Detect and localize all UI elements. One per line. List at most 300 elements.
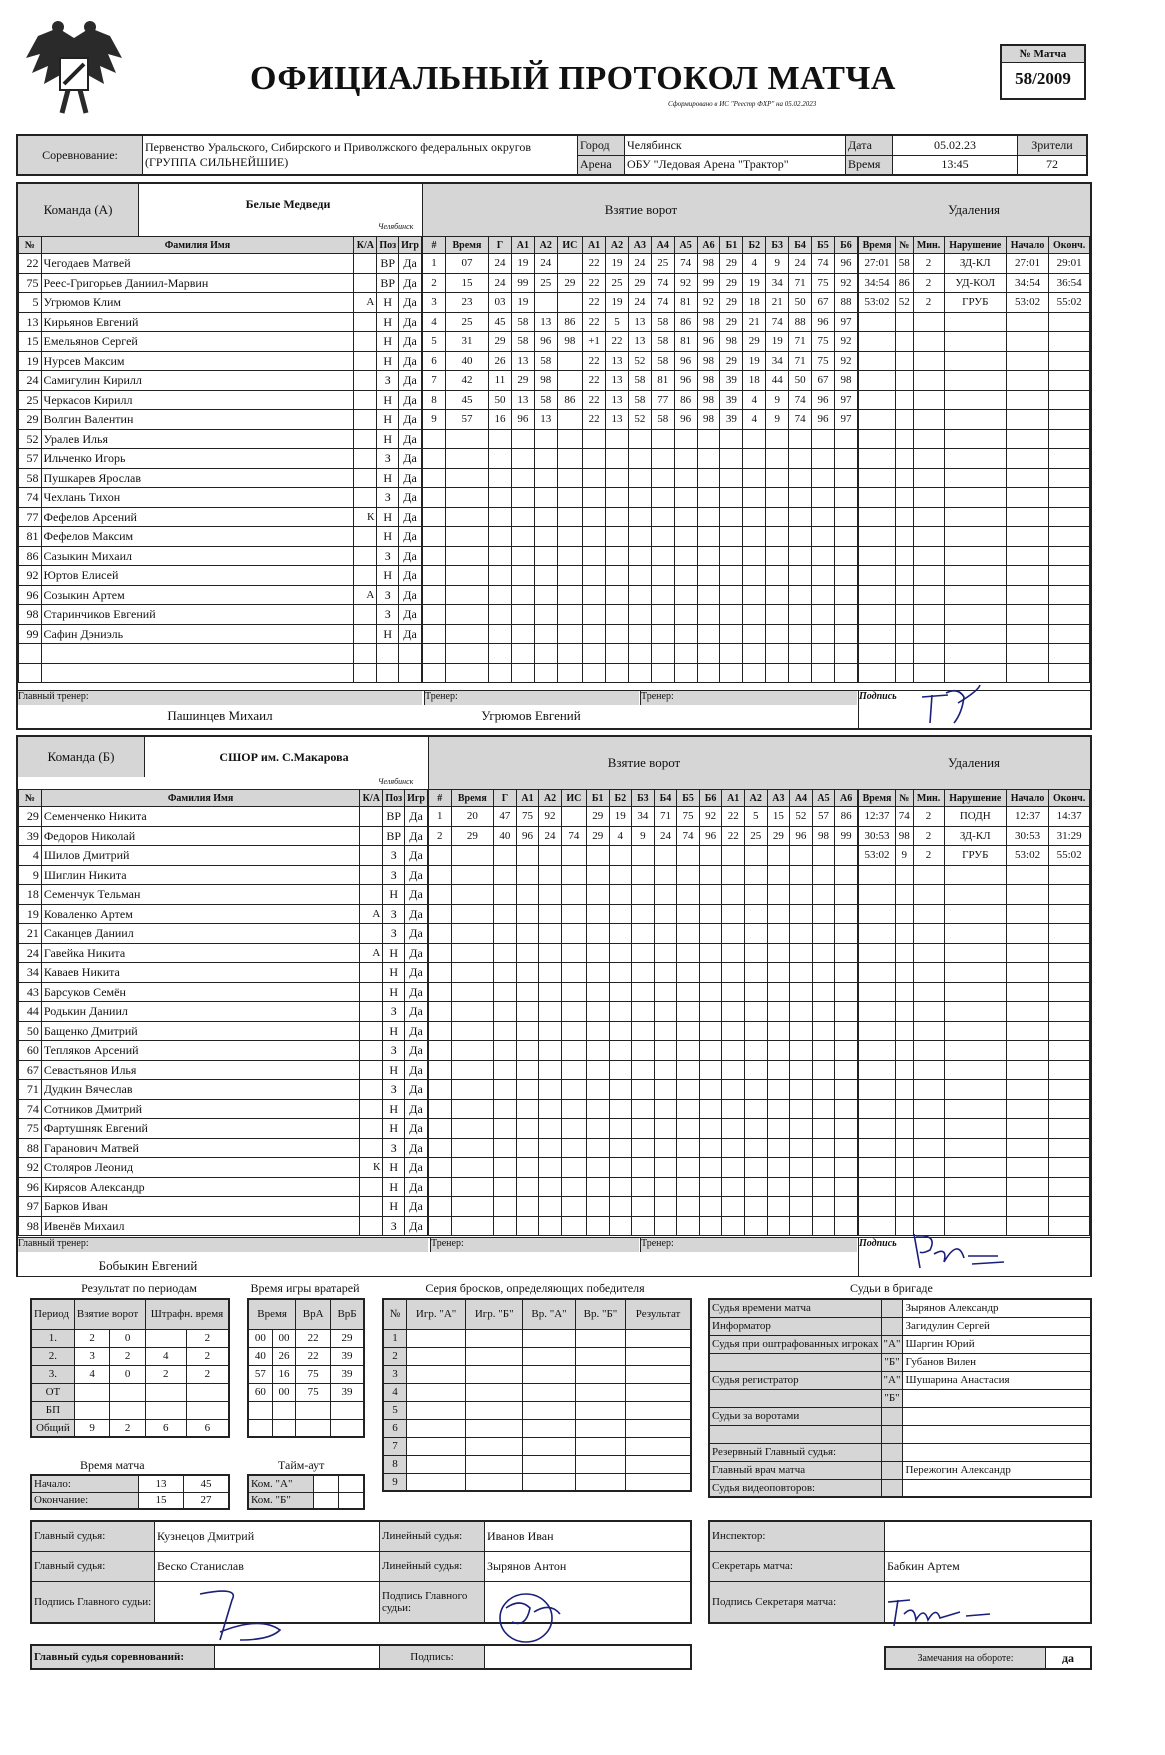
col-pos: Поз <box>383 790 405 807</box>
goal-cell: 21 <box>766 293 789 313</box>
player-role <box>354 527 377 547</box>
goal-cell <box>429 1060 452 1080</box>
goal-cell: 40 <box>445 351 488 371</box>
player-played <box>399 644 422 664</box>
goal-cell <box>586 1158 609 1178</box>
penalty-cell <box>1006 644 1048 664</box>
team-a-city: Челябинск <box>378 222 414 231</box>
goal-cell <box>743 566 766 586</box>
shootout-cell <box>575 1365 625 1383</box>
penalty-cell <box>859 904 896 924</box>
goals-col-header: А2 <box>744 790 767 807</box>
penalty-cell: 86 <box>896 273 913 293</box>
goal-cell <box>586 1197 609 1217</box>
penalty-col-header: Начало <box>1006 237 1048 254</box>
goal-cell <box>516 1158 539 1178</box>
goal-cell: 58 <box>534 351 557 371</box>
player-role <box>354 624 377 644</box>
goal-cell <box>677 1138 700 1158</box>
main-referee-2: Веско Станислав <box>155 1551 380 1581</box>
goalie-cell: 39 <box>331 1383 364 1401</box>
player-row <box>19 644 422 664</box>
goals-col-header: Б2 <box>743 237 766 254</box>
official-tag <box>881 1317 903 1335</box>
goal-row <box>423 332 858 352</box>
goal-cell <box>767 904 790 924</box>
goal-cell <box>654 1197 677 1217</box>
penalty-cell: 14:37 <box>1049 807 1090 827</box>
penalty-cell <box>1006 546 1048 566</box>
goal-cell <box>451 1177 494 1197</box>
goal-cell <box>632 1216 655 1236</box>
penalty-cell <box>859 1158 896 1178</box>
player-name: Барсуков Семён <box>41 982 360 1002</box>
goal-cell <box>516 1080 539 1100</box>
goal-cell <box>812 943 835 963</box>
penalty-cell <box>896 429 913 449</box>
goals-col-header: А1 <box>583 237 606 254</box>
goalie-cell <box>248 1401 272 1419</box>
shootout-number: 2 <box>383 1347 407 1365</box>
goal-cell <box>628 566 651 586</box>
goal-cell <box>534 468 557 488</box>
goal-cell: 25 <box>445 312 488 332</box>
official-role <box>709 1389 881 1407</box>
goal-cell <box>511 468 534 488</box>
player-role <box>360 1119 383 1139</box>
penalty-cell <box>859 429 896 449</box>
penalty-cell <box>1049 605 1090 625</box>
goal-cell <box>429 1021 452 1041</box>
goal-cell <box>744 1119 767 1139</box>
goal-cell <box>834 527 857 547</box>
goal-cell <box>534 644 557 664</box>
goal-row <box>423 429 858 449</box>
goal-cell <box>539 1158 562 1178</box>
goal-cell <box>699 1177 722 1197</box>
goal-row <box>423 585 858 605</box>
shootout-cell <box>575 1401 625 1419</box>
period-cell: 2 <box>186 1365 229 1383</box>
shootout-row <box>383 1365 691 1383</box>
goal-cell <box>606 507 629 527</box>
penalty-row <box>859 1080 1090 1100</box>
penalty-cell <box>1049 1119 1090 1139</box>
goal-cell: 1 <box>423 254 446 274</box>
player-position: З <box>383 1002 405 1022</box>
shootout-row <box>383 1455 691 1473</box>
penalty-col-header: Оконч. <box>1049 237 1090 254</box>
goal-cell <box>423 585 446 605</box>
goal-cell <box>445 527 488 547</box>
goal-cell <box>489 624 512 644</box>
goal-cell <box>606 468 629 488</box>
goal-cell: 81 <box>674 332 697 352</box>
main-signature-label-2: Подпись Главного судьи: <box>380 1581 485 1623</box>
shootout-cell <box>626 1419 691 1437</box>
goal-cell <box>654 904 677 924</box>
goal-cell: 96 <box>534 332 557 352</box>
player-position: З <box>383 1138 405 1158</box>
goal-cell <box>539 865 562 885</box>
goal-cell: 97 <box>834 410 857 430</box>
player-position: З <box>377 605 399 625</box>
goal-cell <box>812 1197 835 1217</box>
penalty-row <box>859 449 1090 469</box>
penalty-cell: 30:53 <box>1006 826 1048 846</box>
goalie-cell: 75 <box>296 1365 331 1383</box>
player-name: Ильченко Игорь <box>41 449 354 469</box>
arena-value: ОБУ "Ледовая Арена "Трактор" <box>625 155 846 175</box>
penalty-cell <box>944 605 1006 625</box>
goal-cell <box>423 566 446 586</box>
penalty-cell <box>1006 1177 1048 1197</box>
goal-cell <box>790 1216 813 1236</box>
periods-table <box>30 1298 230 1438</box>
player-position: ВР <box>377 273 399 293</box>
goalie-cell: 40 <box>248 1347 272 1365</box>
penalty-row <box>859 507 1090 527</box>
player-position: Н <box>383 1158 405 1178</box>
goal-cell <box>586 865 609 885</box>
player-played: Да <box>399 585 422 605</box>
goal-row <box>423 273 858 293</box>
shootout-cell <box>523 1473 576 1491</box>
goal-cell <box>534 605 557 625</box>
penalty-cell <box>1049 1099 1090 1119</box>
start-hours: 13 <box>139 1475 184 1492</box>
goal-cell: 98 <box>697 351 720 371</box>
main-referee-1: Кузнецов Дмитрий <box>155 1521 380 1551</box>
goal-cell: 42 <box>445 371 488 391</box>
col-num: № <box>19 237 42 254</box>
goal-cell <box>720 488 743 508</box>
penalty-cell <box>859 1197 896 1217</box>
col-pos: Поз <box>377 237 399 254</box>
goal-cell: 71 <box>789 273 812 293</box>
goal-cell <box>451 1138 494 1158</box>
goal-cell <box>516 1002 539 1022</box>
goal-cell: 18 <box>743 371 766 391</box>
goal-cell <box>743 546 766 566</box>
penalty-cell <box>944 1197 1006 1217</box>
goal-cell: 71 <box>789 351 812 371</box>
player-row <box>19 1099 428 1119</box>
goal-row <box>429 1060 858 1080</box>
player-position: Н <box>377 351 399 371</box>
goal-cell <box>744 885 767 905</box>
goal-cell <box>812 1216 835 1236</box>
penalty-cell <box>913 963 944 983</box>
goal-cell <box>767 846 790 866</box>
goal-cell <box>561 1080 586 1100</box>
shootout-cell <box>575 1437 625 1455</box>
player-row <box>19 846 428 866</box>
goal-cell <box>743 624 766 644</box>
goals-col-header: А1 <box>516 790 539 807</box>
goal-cell <box>511 624 534 644</box>
shootout-number: 1 <box>383 1329 407 1347</box>
official-role: Судьи за воротами <box>709 1407 881 1425</box>
official-name <box>903 1389 1091 1407</box>
player-row <box>19 865 428 885</box>
goal-cell <box>557 254 582 274</box>
penalty-cell <box>913 332 944 352</box>
goal-cell: 34 <box>766 351 789 371</box>
penalty-cell <box>1049 410 1090 430</box>
penalty-cell <box>1006 865 1048 885</box>
goal-cell <box>534 585 557 605</box>
player-number: 18 <box>19 885 42 905</box>
team-a-head-coach-label: Главный тренер: <box>18 691 422 705</box>
goal-cell <box>766 585 789 605</box>
goal-cell <box>722 1158 745 1178</box>
team-a-roster <box>18 236 422 683</box>
goal-cell <box>429 1197 452 1217</box>
goal-cell <box>766 605 789 625</box>
player-role <box>354 449 377 469</box>
goalie-col-header: ВрБ <box>331 1299 364 1329</box>
goalie-cell <box>296 1401 331 1419</box>
goal-cell <box>609 1099 632 1119</box>
penalty-cell: 27:01 <box>1006 254 1048 274</box>
goal-cell <box>632 1138 655 1158</box>
goal-cell: 39 <box>720 371 743 391</box>
match-number-label: № Матча <box>1002 46 1084 63</box>
goal-cell: 25 <box>744 826 767 846</box>
goal-cell <box>534 488 557 508</box>
goal-cell <box>722 982 745 1002</box>
goal-cell <box>677 1216 700 1236</box>
goal-cell <box>744 1216 767 1236</box>
goalie-cell: 39 <box>331 1365 364 1383</box>
player-role <box>354 644 377 664</box>
penalty-cell <box>1006 663 1048 683</box>
goal-cell <box>557 410 582 430</box>
player-played: Да <box>405 1021 428 1041</box>
competition-judge-table <box>30 1644 692 1670</box>
penalty-cell <box>859 885 896 905</box>
shootout-cell <box>407 1347 466 1365</box>
player-row <box>19 351 422 371</box>
goal-cell: 13 <box>534 410 557 430</box>
player-position: Н <box>377 624 399 644</box>
official-row <box>709 1371 1091 1389</box>
goal-cell <box>677 865 700 885</box>
goal-cell <box>494 846 517 866</box>
goals-col-header: А2 <box>606 237 629 254</box>
player-name: Гавейка Никита <box>41 943 360 963</box>
official-role: Судья времени матча <box>709 1299 881 1317</box>
goal-cell: 24 <box>539 826 562 846</box>
goal-cell <box>423 624 446 644</box>
goal-cell <box>511 605 534 625</box>
goal-cell: 13 <box>606 390 629 410</box>
player-number: 15 <box>19 332 42 352</box>
goal-cell <box>606 605 629 625</box>
penalty-cell: 53:02 <box>1006 846 1048 866</box>
official-name: Шаргин Юрий <box>903 1335 1091 1353</box>
team-b-goals-table <box>428 789 858 1236</box>
goal-cell <box>609 963 632 983</box>
col-played: Игр <box>399 237 422 254</box>
goal-cell <box>451 1119 494 1139</box>
official-tag <box>881 1425 903 1443</box>
goalie-row <box>248 1329 364 1347</box>
goal-cell <box>651 605 674 625</box>
goal-cell <box>534 429 557 449</box>
penalty-row <box>859 982 1090 1002</box>
goal-cell <box>516 924 539 944</box>
goal-cell <box>743 644 766 664</box>
penalty-cell <box>896 312 913 332</box>
goal-cell <box>677 885 700 905</box>
goal-cell <box>677 924 700 944</box>
player-name: Волгин Валентин <box>41 410 354 430</box>
goal-cell: 58 <box>651 312 674 332</box>
penalty-cell: 36:54 <box>1049 273 1090 293</box>
period-row <box>31 1365 229 1383</box>
goal-cell: 75 <box>812 351 835 371</box>
goal-cell <box>606 429 629 449</box>
goal-cell <box>720 429 743 449</box>
player-position: Н <box>383 885 405 905</box>
penalty-cell <box>1006 904 1048 924</box>
goals-col-header: Б6 <box>834 237 857 254</box>
goal-cell <box>489 468 512 488</box>
penalty-col-header: № <box>896 237 913 254</box>
goal-cell <box>767 865 790 885</box>
penalty-row <box>859 468 1090 488</box>
goal-row <box>423 663 858 683</box>
player-played: Да <box>405 1177 428 1197</box>
goal-cell <box>720 663 743 683</box>
goal-cell <box>699 885 722 905</box>
goal-cell <box>489 644 512 664</box>
penalty-cell: 53:02 <box>859 293 896 313</box>
penalty-cell <box>859 468 896 488</box>
goal-cell <box>699 982 722 1002</box>
goal-cell <box>674 644 697 664</box>
player-played: Да <box>405 1099 428 1119</box>
goal-cell: 19 <box>743 273 766 293</box>
goal-cell <box>583 449 606 469</box>
player-row <box>19 904 428 924</box>
player-role <box>360 826 383 846</box>
goal-cell: 25 <box>606 273 629 293</box>
goal-cell <box>494 865 517 885</box>
player-number: 75 <box>19 273 42 293</box>
penalty-cell <box>913 351 944 371</box>
goal-row <box>429 1099 858 1119</box>
goal-cell: 96 <box>674 371 697 391</box>
player-number: 4 <box>19 846 42 866</box>
goal-cell <box>606 585 629 605</box>
goal-row <box>423 449 858 469</box>
goal-cell <box>834 449 857 469</box>
goal-cell <box>743 585 766 605</box>
goal-cell: 58 <box>651 351 674 371</box>
player-name: Тепляков Арсений <box>41 1041 360 1061</box>
penalty-cell <box>913 1177 944 1197</box>
goals-col-header: Б1 <box>720 237 743 254</box>
goalie-cell: 00 <box>248 1329 272 1347</box>
penalty-cell <box>1049 527 1090 547</box>
goal-cell <box>561 1138 586 1158</box>
goal-cell <box>789 449 812 469</box>
goal-cell <box>835 1216 858 1236</box>
goal-cell <box>834 624 857 644</box>
goal-cell <box>516 1197 539 1217</box>
goal-cell <box>609 1041 632 1061</box>
official-role: Судья при оштрафованных игроках <box>709 1335 881 1353</box>
goal-cell <box>835 1197 858 1217</box>
goal-cell <box>835 1060 858 1080</box>
penalty-cell <box>944 1177 1006 1197</box>
player-name: Кирьянов Евгений <box>41 312 354 332</box>
penalty-row <box>859 585 1090 605</box>
goal-cell: 97 <box>834 390 857 410</box>
col-name: Фамилия Имя <box>41 790 360 807</box>
penalty-cell: 34:54 <box>859 273 896 293</box>
goal-cell <box>835 924 858 944</box>
goal-cell <box>674 488 697 508</box>
penalty-cell <box>944 1080 1006 1100</box>
goal-cell: 96 <box>674 410 697 430</box>
goal-cell <box>697 527 720 547</box>
goal-cell <box>654 1158 677 1178</box>
penalty-cell <box>1006 429 1048 449</box>
player-row <box>19 254 422 274</box>
penalty-cell <box>1006 1119 1048 1139</box>
goal-cell <box>561 963 586 983</box>
penalty-cell <box>896 1119 913 1139</box>
shootout-cell <box>466 1329 523 1347</box>
penalty-cell <box>1049 468 1090 488</box>
goal-cell <box>720 585 743 605</box>
goal-cell <box>654 1119 677 1139</box>
goal-cell <box>423 468 446 488</box>
goalies-title: Время игры вратарей <box>250 1281 360 1295</box>
inspector-label: Инспектор: <box>709 1521 885 1551</box>
penalty-cell <box>1049 371 1090 391</box>
penalty-cell <box>1049 1060 1090 1080</box>
player-number: 5 <box>19 293 42 313</box>
goal-cell <box>654 963 677 983</box>
goal-cell: 24 <box>628 293 651 313</box>
player-name: Шиглин Никита <box>41 865 360 885</box>
shootout-cell <box>466 1437 523 1455</box>
player-played: Да <box>399 254 422 274</box>
penalty-cell <box>913 1099 944 1119</box>
secretary-signature-label: Подпись Секретаря матча: <box>709 1581 885 1623</box>
player-number: 25 <box>19 390 42 410</box>
official-tag: "Б" <box>881 1389 903 1407</box>
goal-cell <box>743 429 766 449</box>
penalty-cell <box>1006 1021 1048 1041</box>
official-tag <box>881 1479 903 1497</box>
end-minutes: 27 <box>184 1492 230 1509</box>
penalty-cell <box>1006 605 1048 625</box>
penalty-cell <box>859 507 896 527</box>
goal-cell <box>451 1099 494 1119</box>
goal-cell: 22 <box>583 293 606 313</box>
player-number: 96 <box>19 585 42 605</box>
goal-cell <box>651 624 674 644</box>
penalty-cell <box>1049 1138 1090 1158</box>
team-a-signature-label: Подпись <box>858 691 1091 729</box>
line-referee-2: Зырянов Антон <box>485 1551 692 1581</box>
